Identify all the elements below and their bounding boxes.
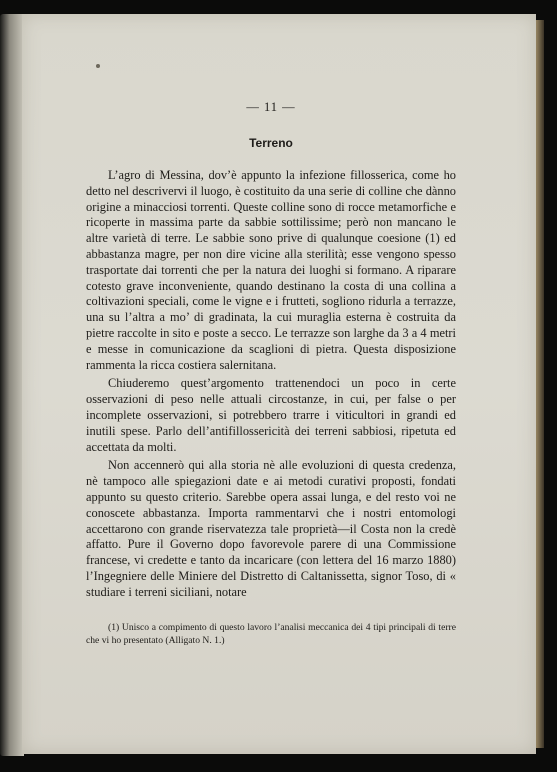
- paragraph: Chiuderemo quest’argomento trattenendoci un poco in certe osservazioni di peso nelle attuali circostanze, in cui, per false o per incomplete osservazioni, si potrebbero trarre i viticultori in grandi ed inutili spese. Parlo dell’antifillossericità dei terreni sabbiosi, ripetuta ed accettata da molti.: [86, 376, 456, 454]
- footnote-separator: [86, 601, 456, 615]
- paper-speck: [96, 64, 100, 68]
- adjacent-page-edge: [0, 14, 24, 756]
- section-title: Terreno: [249, 136, 293, 150]
- paragraph: L’agro di Messina, dov’è appunto la infezione fillosserica, come ho detto nel descrivervi il luogo, è costituito da una serie di colline che dànno origine a minacciosi torrenti. Queste colline sono di rocce metamorfiche e ricoperte in massima parte da sabbie sottilissime; però non mancano le altre varietà di terre. Le sabbie sono prive di qualunque coesione (1) ed abbastanza magre, per non dire vicine alla sterilità; esse vengono spesso trasportate dai torrenti che per la natura dei luoghi si formano. A riparare cotesto grave inconveniente, quando destinano la costa di una collina a coltivazioni speciali, come le vigne e i frutteti, sogliono ridurla a terrazze, una su l’altra a mo’ di gradinata, la cui muraglia esterna è costruita da pietre raccolte in sito e poste a secco. Le terrazze son larghe da 3 a 4 metri e messe in comunicazione da scaglioni di pietra. Questa disposizione rammenta la ricca costiera salernitana.: [86, 168, 456, 372]
- page-content: [86, 100, 456, 647]
- footnote: (1) Unisco a compimento di questo lavoro l’analisi meccanica dei 4 tipi principali di terre che vi ho presentato (Alligato N. 1.): [86, 621, 456, 646]
- paragraph: Non accennerò qui alla storia nè alle evoluzioni di questa credenza, nè tampoco alle spiegazioni date e ai metodi curativi proposti, fondati appunto su questo criterio. Sarebbe opera assai lunga, e del resto voi ne conoscete abbastanza. Importa rammentarvi che i nostri entomologi accettarono con grande riservatezza tale proprietà—il Costa non la credè affatto. Pure il Governo dopo favorevole parere di una Commissione francese, vi credette e tanto da incaricare (con lettera del 16 marzo 1880) l’Ingegniere delle Miniere del Distretto di Caltanissetta, signor Toso, di « studiare i terreni siciliani, notare: [86, 458, 456, 599]
- book-page: [22, 14, 536, 754]
- page-number: — 11 —: [246, 100, 296, 114]
- body-text: [86, 168, 456, 601]
